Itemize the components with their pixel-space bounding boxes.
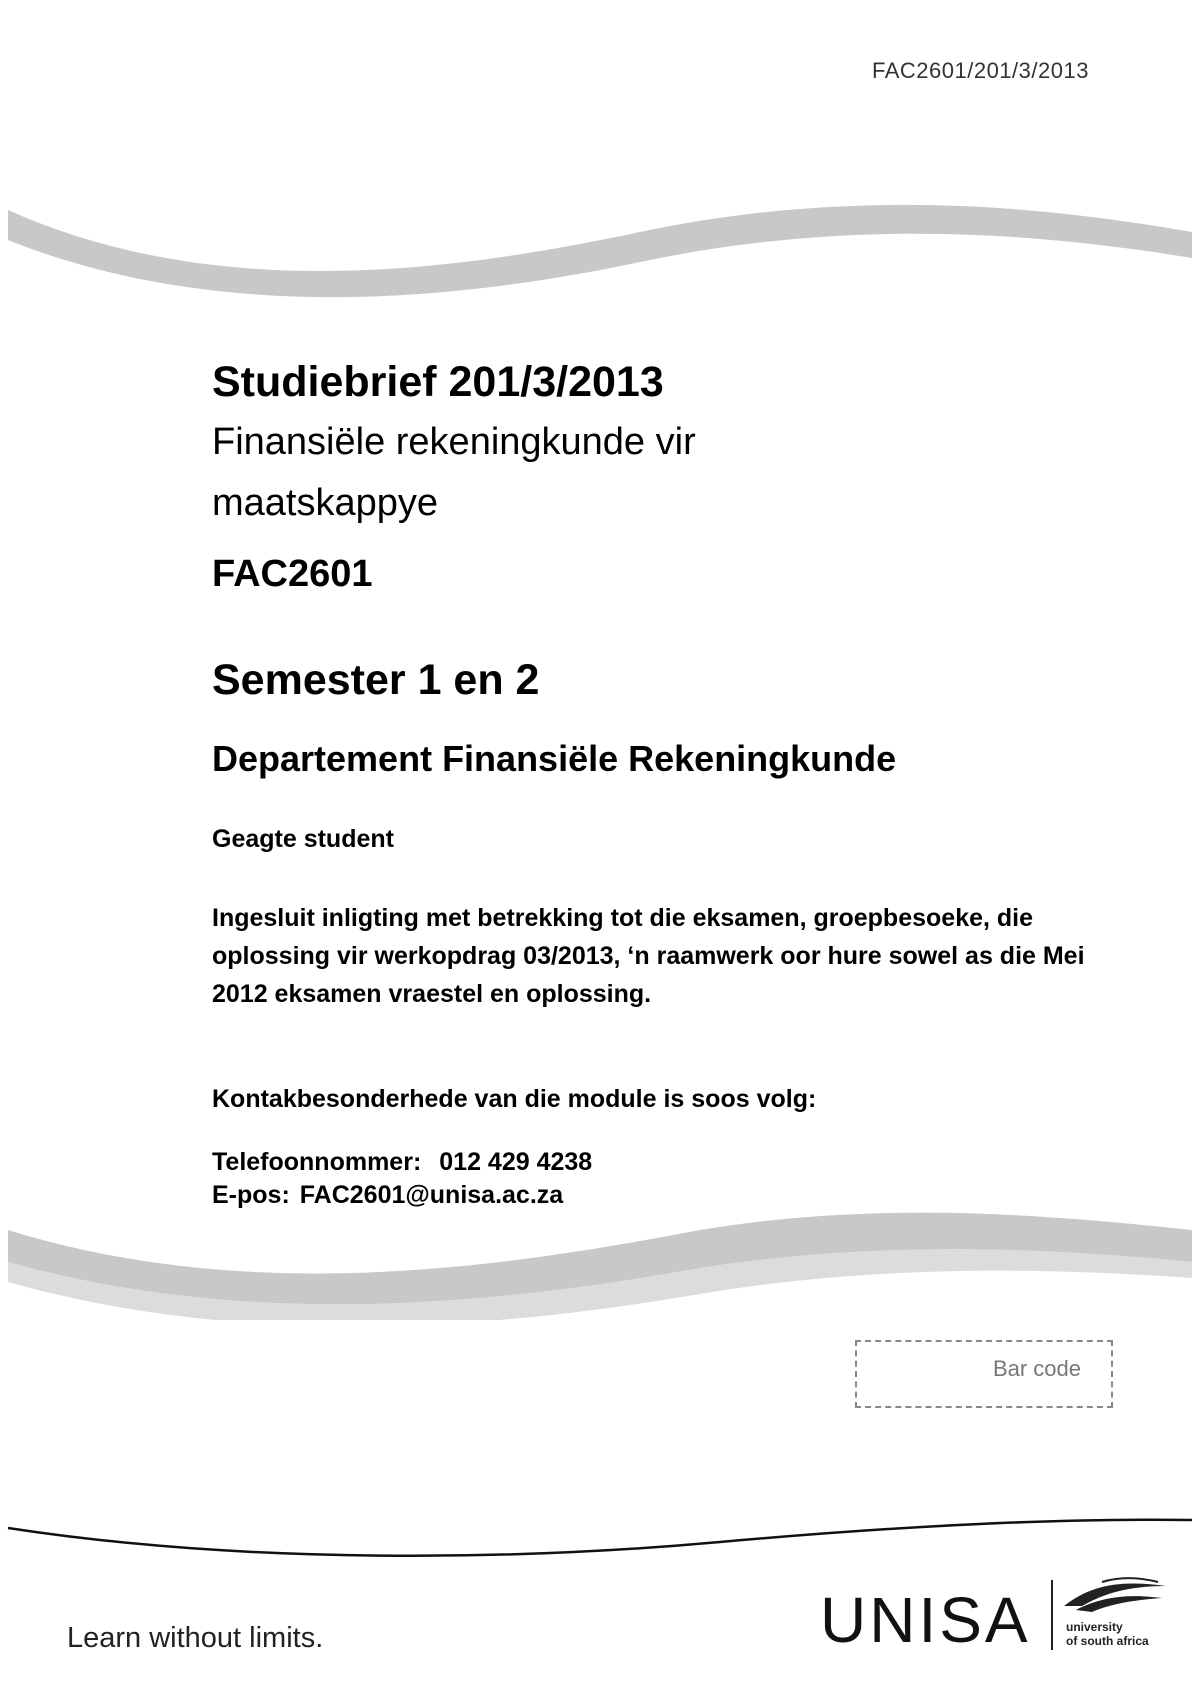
email-row [212, 1181, 563, 1210]
logo-divider [1051, 1580, 1053, 1650]
module-code: FAC2601 [212, 553, 373, 595]
logo-subtext-university: university [1066, 1620, 1123, 1634]
slogan: Learn without limits. [67, 1622, 324, 1654]
phone-label: Telefoonnommer: [212, 1148, 422, 1176]
department-heading: Departement Finansiële Rekeningkunde [212, 738, 897, 779]
bottom-wave-line [0, 1500, 1200, 1580]
greeting: Geagte student [212, 825, 394, 853]
barcode-label: Bar code [992, 1356, 1081, 1381]
page-title: Studiebrief 201/3/2013 [212, 358, 664, 406]
phone-value: 012 429 4238 [439, 1148, 593, 1176]
module-name: Finansiële rekeningkunde vir maatskappye [212, 421, 696, 524]
semester-heading: Semester 1 en 2 [212, 656, 540, 704]
phone-row [212, 1148, 592, 1177]
top-wave-band [0, 0, 1200, 300]
logo-subtext-south-africa: of south africa [1066, 1634, 1149, 1648]
unisa-logo-text: UNISA [820, 1584, 1031, 1656]
barcode-box [855, 1340, 1113, 1408]
contact-heading: Kontakbesonderhede van die module is soos volg: [212, 1085, 817, 1113]
email-value: FAC2601@unisa.ac.za [299, 1181, 564, 1209]
document-code: FAC2601/201/3/2013 [872, 58, 1089, 83]
middle-wave-band [0, 1200, 1200, 1320]
intro-paragraph: Ingesluit inligting met betrekking tot die eksamen, groepbesoeke, die oplossing vir werkopdrag 03/2013, ‘n raamwerk oor hure sowel as die Mei 2012 eksamen vraestel en oplossing. [212, 904, 1085, 1008]
email-label: E-pos: [212, 1181, 290, 1209]
unisa-wing-icon [1062, 1576, 1172, 1616]
